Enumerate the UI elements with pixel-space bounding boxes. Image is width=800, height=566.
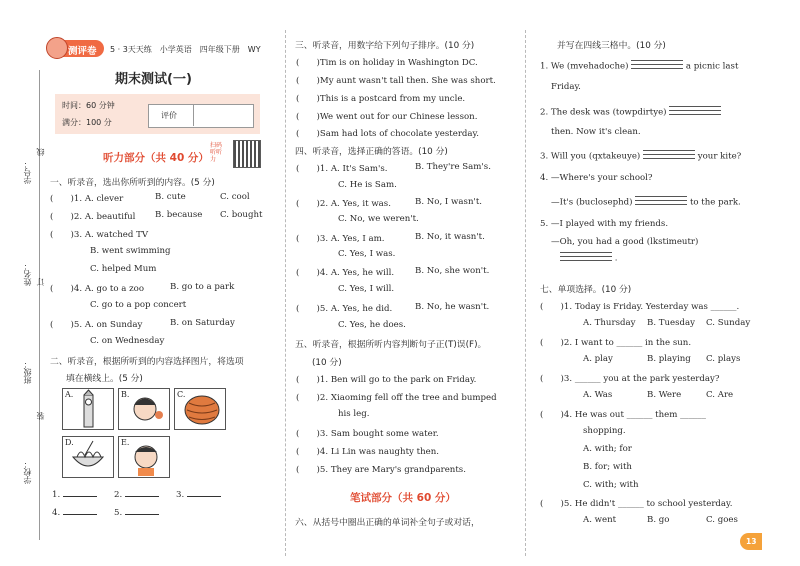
- q7-item-3-a: A. Was: [583, 390, 613, 400]
- q7-item-4: ( )4. He was out ______ them ______: [540, 410, 706, 420]
- q6-item-2-cont: then. Now it's clean.: [551, 127, 641, 137]
- column-divider-2: [525, 30, 526, 556]
- q1-item-4: ( )4. A. go to a zoo: [50, 284, 144, 294]
- evaluation-label: 评价: [161, 111, 177, 120]
- q1-item-4-c: C. go to a pop concert: [90, 300, 187, 310]
- q7-item-5-b: B. go: [647, 515, 670, 525]
- four-line-grid[interactable]: [631, 60, 683, 72]
- q2-title-2: 填在横线上。(5 分): [66, 374, 143, 384]
- answer-blank-2[interactable]: 2.: [114, 488, 159, 500]
- q1-item-3-b: B. went swimming: [90, 246, 171, 256]
- q4-item-1-b: B. They're Sam's.: [415, 162, 491, 172]
- q1-item-5-c: C. on Wednesday: [90, 336, 165, 346]
- q4-item-2: ( )2. A. Yes, it was.: [296, 199, 391, 209]
- q6-item-5-cont: —Oh, you had a good (lkstimeutr): [551, 237, 699, 247]
- evaluation-box-divider: [193, 104, 194, 126]
- q7-item-5-c: C. goes: [706, 515, 738, 525]
- q4-item-5: ( )5. A. Yes, he did.: [296, 304, 393, 314]
- q3-item-1: ( )Tim is on holiday in Washington DC.: [296, 58, 478, 68]
- q7-item-3-b: B. Were: [647, 390, 682, 400]
- q6-title: 六、从括号中圈出正确的单词补全句子或对话，: [295, 518, 480, 528]
- q4-item-4-c: C. Yes, I will.: [338, 284, 395, 294]
- q4-item-2-c: C. No, we weren't.: [338, 214, 419, 224]
- q6-item-5-grid: .: [560, 252, 617, 264]
- q7-item-2-b: B. playing: [647, 354, 691, 364]
- q7-item-5-a: A. went: [583, 515, 617, 525]
- q6-item-4: 4. —Where's your school?: [540, 173, 653, 183]
- q5-item-4: ( )4. Li Lin was naughty then.: [296, 447, 439, 457]
- q1-item-2-b: B. because: [155, 210, 203, 220]
- school-label: 学校：: [23, 460, 32, 484]
- q1-item-5: ( )5. A. on Sunday: [50, 320, 143, 330]
- q6-item-5: 5. —I played with my friends.: [540, 219, 669, 229]
- q1-item-1-b: B. cute: [155, 192, 186, 202]
- binding-line: [39, 70, 40, 540]
- q7-item-1-b: B. Tuesday: [647, 318, 696, 328]
- four-line-grid[interactable]: [635, 196, 687, 208]
- q1-item-4-b: B. go to a park: [170, 282, 235, 292]
- q7-item-4-cont: shopping.: [583, 426, 626, 436]
- q1-item-3: ( )3. A. watched TV: [50, 230, 149, 240]
- qr-code-icon[interactable]: [233, 140, 261, 168]
- q3-item-4: ( )We went out for our Chinese lesson.: [296, 112, 478, 122]
- q7-item-1-c: C. Sunday: [706, 318, 751, 328]
- seal-ding-mark: 订: [36, 278, 45, 286]
- q7-item-4-a: A. with; for: [583, 444, 632, 454]
- q4-item-2-b: B. No, I wasn't.: [415, 197, 483, 207]
- student-no-label: 学号：: [23, 160, 32, 184]
- q7-item-2-c: C. plays: [706, 354, 741, 364]
- q4-item-3-c: C. Yes, I was.: [338, 249, 396, 259]
- time-text: 时间：60 分钟: [62, 101, 115, 110]
- written-section-title: 笔试部分（共 60 分）: [350, 492, 456, 504]
- q6-item-4-cont: —It's (buclosephd) to the park.: [551, 197, 741, 208]
- four-line-grid[interactable]: [560, 252, 612, 264]
- picture-c-watermelon: C.: [174, 388, 226, 430]
- q6-title-cont: 并写在四线三格中。(10 分): [557, 41, 666, 51]
- q7-item-3: ( )3. ______ you at the park yesterday?: [540, 374, 720, 384]
- q6-item-3: 3. Will you (qxtakeuye) your kite?: [540, 151, 742, 162]
- q7-item-4-c: C. with; with: [583, 480, 639, 490]
- page-number: 13: [746, 537, 757, 546]
- q1-item-5-b: B. on Saturday: [170, 318, 235, 328]
- series-text: 5 · 3天天练 小学英语 四年级下册 WY: [110, 45, 261, 54]
- seal-zhuang-mark: 装: [36, 412, 45, 420]
- listening-section-title: 听力部分（共 40 分）: [103, 152, 209, 164]
- q5-points: (10 分): [312, 358, 342, 368]
- q4-item-3-b: B. No, it wasn't.: [415, 232, 485, 242]
- name-label: 姓名：: [23, 262, 32, 286]
- q4-item-4: ( )4. A. Yes, he will.: [296, 268, 395, 278]
- q1-item-2-c: C. bought: [220, 210, 263, 220]
- four-line-grid[interactable]: [669, 106, 721, 118]
- q4-title: 四、听录音，选择正确的答语。(10 分): [295, 147, 448, 157]
- q1-title: 一、听录音，选出你所听到的内容。(5 分): [50, 178, 215, 188]
- qr-note: 扫码听听力: [210, 142, 223, 163]
- answer-blank-4[interactable]: 4.: [52, 506, 97, 518]
- q7-item-3-c: C. Are: [706, 390, 734, 400]
- q6-item-2: 2. The desk was (towpdirtye): [540, 106, 721, 118]
- q3-title: 三、听录音，用数字给下列句子排序。(10 分): [295, 41, 475, 51]
- q5-item-2-cont: his leg.: [338, 409, 370, 419]
- q5-item-3: ( )3. Sam bought some water.: [296, 429, 439, 439]
- q7-item-4-b: B. for; with: [583, 462, 632, 472]
- q2-title: 二、听录音，根据所听到的内容选择图片，将选项: [50, 357, 244, 367]
- q7-item-5: ( )5. He didn't ______ to school yesterday.: [540, 499, 733, 509]
- q5-title: 五、听录音，根据所听内容判断句子正(T)误(F)。: [295, 340, 487, 350]
- q5-item-2: ( )2. Xiaoming fell off the tree and bumped: [296, 393, 497, 403]
- q1-item-1: ( )1. A. clever: [50, 194, 124, 204]
- q5-item-5: ( )5. They are Mary's grandparents.: [296, 465, 466, 475]
- class-label: 班级：: [23, 360, 32, 384]
- mascot-icon: [46, 37, 68, 59]
- column-divider-1: [285, 30, 286, 556]
- page-title: 期末测试(一): [115, 72, 192, 87]
- q7-item-2: ( )2. I want to ______ in the sun.: [540, 338, 692, 348]
- q6-item-1: 1. We (mvehadoche) a picnic last: [540, 61, 739, 72]
- q5-item-1: ( )1. Ben will go to the park on Friday.: [296, 375, 477, 385]
- q6-item-1-cont: Friday.: [551, 82, 581, 92]
- picture-e-boy: E.: [118, 436, 170, 478]
- answer-blank-3[interactable]: 3.: [176, 488, 221, 500]
- q4-item-1-c: C. He is Sam.: [338, 180, 397, 190]
- q4-item-3: ( )3. A. Yes, I am.: [296, 234, 385, 244]
- picture-d-noodles: D.: [62, 436, 114, 478]
- picture-a-tower: A.: [62, 388, 114, 430]
- badge-text: 测评卷: [68, 46, 97, 57]
- q7-item-1: ( )1. Today is Friday. Yesterday was ______.: [540, 302, 740, 312]
- score-text: 满分：100 分: [62, 118, 112, 127]
- answer-blank-1[interactable]: 1.: [52, 488, 97, 500]
- four-line-grid[interactable]: [643, 150, 695, 162]
- q7-title: 七、单项选择。(10 分): [540, 285, 632, 295]
- q3-item-2: ( )My aunt wasn't tall then. She was short.: [296, 76, 496, 86]
- answer-blank-5[interactable]: 5.: [114, 506, 159, 518]
- q4-item-4-b: B. No, she won't.: [415, 266, 490, 276]
- q4-item-5-b: B. No, he wasn't.: [415, 302, 490, 312]
- q3-item-5: ( )Sam had lots of chocolate yesterday.: [296, 129, 479, 139]
- q7-item-2-a: A. play: [583, 354, 613, 364]
- q3-item-3: ( )This is a postcard from my uncle.: [296, 94, 466, 104]
- seal-line-mark: 线: [36, 148, 45, 156]
- picture-b-girl: B.: [118, 388, 170, 430]
- q4-item-1: ( )1. A. It's Sam's.: [296, 164, 388, 174]
- q1-item-1-c: C. cool: [220, 192, 250, 202]
- q7-item-1-a: A. Thursday: [583, 318, 636, 328]
- q1-item-3-c: C. helped Mum: [90, 264, 157, 274]
- q4-item-5-c: C. Yes, he does.: [338, 320, 406, 330]
- q1-item-2: ( )2. A. beautiful: [50, 212, 136, 222]
